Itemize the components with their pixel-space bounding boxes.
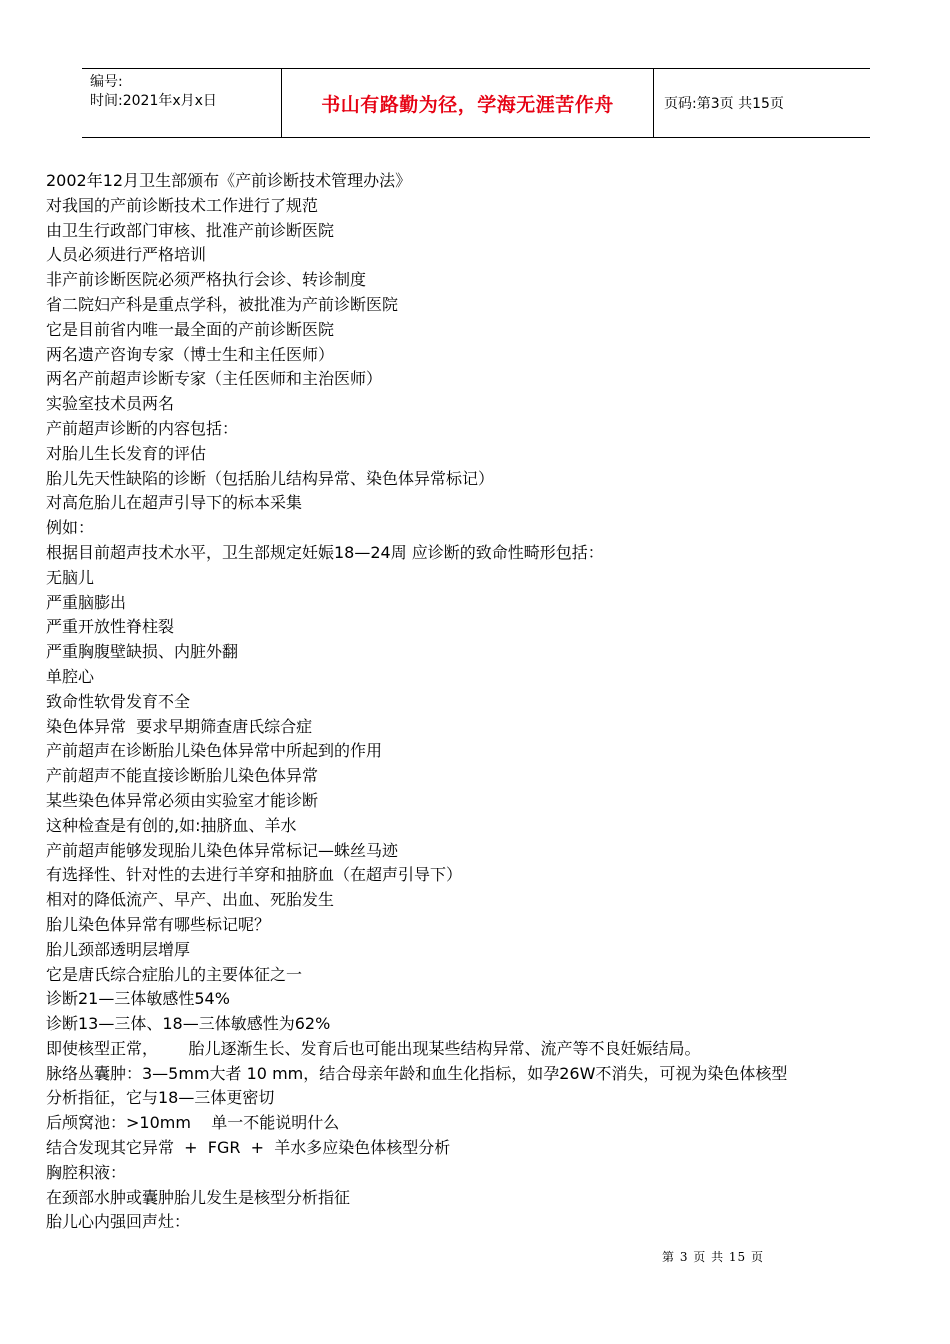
text-line: 胎儿颈部透明层增厚 [46, 939, 191, 959]
text-line: 两名遗产咨询专家（博士生和主任医师） [46, 344, 335, 364]
text-line: 相对的降低流产、早产、出血、死胎发生 [46, 890, 335, 910]
text-line: 胎儿先天性缺陷的诊断（包括胎儿结构异常、染色体异常标记） [46, 468, 495, 488]
text-line: 产前超声不能直接诊断胎儿染色体异常 [46, 766, 319, 786]
header-page-cell [654, 69, 870, 137]
text-line: 这种检查是有创的,如:抽脐血、羊水 [46, 815, 297, 835]
text-line: 非产前诊断医院必须严格执行会诊、转诊制度 [46, 270, 367, 290]
text-line: 两名产前超声诊断专家（主任医师和主治医师） [46, 369, 383, 389]
text-line: 胎儿心内强回声灶： [46, 1212, 191, 1232]
text-line: 后颅窝池：>10mm 单一不能说明什么 [46, 1113, 340, 1133]
text-line: 无脑儿 [46, 567, 95, 587]
text-line: 2002年12月卫生部颁布《产前诊断技术管理办法》 [46, 171, 412, 190]
text-line: 产前超声能够发现胎儿染色体异常标记—蛛丝马迹 [46, 840, 399, 860]
text-line: 严重胸腹壁缺损、内脏外翻 [46, 642, 239, 662]
text-line: 人员必须进行严格培训 [46, 245, 207, 265]
text-line: 诊断21—三体敏感性54% [46, 989, 230, 1009]
header-motto-cell [282, 69, 654, 137]
text-line: 染色体异常 要求早期筛查唐氏综合症 [46, 716, 313, 736]
text-line: 对胎儿生长发育的评估 [46, 443, 207, 463]
text-line: 胎儿染色体异常有哪些标记呢？ [46, 914, 271, 934]
text-line: 某些染色体异常必须由实验室才能诊断 [46, 790, 319, 810]
header-motto: 书山有路勤为径，学海无涯苦作舟 [321, 93, 614, 116]
text-line: 省二院妇产科是重点学科，被批准为产前诊断医院 [46, 294, 399, 314]
text-line: 结合发现其它异常 + FGR + 羊水多应染色体核型分析 [46, 1138, 451, 1158]
text-line: 分析指征，它与18—三体更密切 [46, 1088, 275, 1108]
text-line: 即使核型正常， 胎儿逐渐生长、发育后也可能出现某些结构异常、流产等不良妊娠结局。 [46, 1038, 701, 1058]
text-line: 脉络丛囊肿：3—5mm大者 10 mm，结合母亲年龄和血生化指标，如孕26W不消失，可视为染色体核型 [46, 1063, 788, 1083]
text-line: 在颈部水肿或囊肿胎儿发生是核型分析指征 [46, 1187, 351, 1207]
text-line: 对我国的产前诊断技术工作进行了规范 [46, 195, 319, 215]
text-line: 产前超声诊断的内容包括： [46, 418, 239, 438]
text-line: 它是目前省内唯一最全面的产前诊断医院 [46, 319, 335, 339]
document-number-label: 编号: [90, 74, 123, 90]
text-line: 严重脑膨出 [46, 592, 127, 612]
text-line: 对高危胎儿在超声引导下的标本采集 [46, 493, 303, 513]
text-line: 产前超声在诊断胎儿染色体异常中所起到的作用 [46, 741, 383, 761]
document-body [46, 169, 916, 1235]
document-date-label: 时间:2021年x月x日 [90, 93, 217, 109]
header-info-cell [82, 69, 282, 137]
text-line: 严重开放性脊柱裂 [46, 617, 175, 637]
text-line: 有选择性、针对性的去进行羊穿和抽脐血（在超声引导下） [46, 865, 463, 885]
text-line: 实验室技术员两名 [46, 394, 175, 414]
text-line: 诊断13—三体、18—三体敏感性为62% [46, 1014, 331, 1034]
page-footer: 第 3 页 共 15 页 [662, 1250, 764, 1264]
text-line: 致命性软骨发育不全 [46, 691, 191, 711]
text-line: 单腔心 [46, 666, 95, 686]
text-line: 胸腔积液： [46, 1162, 127, 1182]
text-line: 它是唐氏综合症胎儿的主要体征之一 [46, 964, 303, 984]
text-line: 根据目前超声技术水平，卫生部规定妊娠18—24周 应诊断的致命性畸形包括： [46, 542, 604, 562]
header-page-label: 页码:第3页 共15页 [664, 96, 784, 112]
text-line: 由卫生行政部门审核、批准产前诊断医院 [46, 220, 335, 240]
page-header [82, 68, 870, 138]
text-line: 例如： [46, 518, 95, 538]
